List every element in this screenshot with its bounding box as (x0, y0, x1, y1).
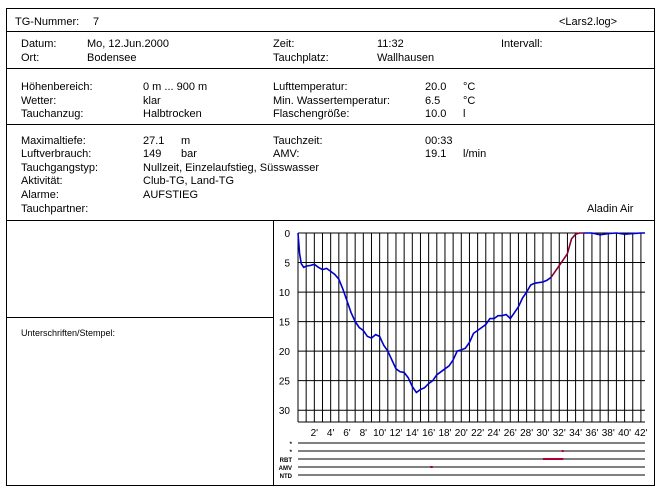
indicator-label: * (289, 450, 292, 456)
wassertemperatur-value: 6.5 (425, 95, 441, 107)
tauchpartner-label: Tauchpartner: (21, 203, 89, 215)
zeit-label: Zeit: (273, 38, 295, 50)
indicator-label: NTD (279, 474, 292, 480)
tauchgangstyp-label: Tauchgangstyp: (21, 162, 99, 174)
x-tick-label: 2' (310, 428, 319, 439)
y-tick-label: 15 (278, 317, 290, 329)
flaschengroesse-unit: l (463, 108, 466, 120)
x-tick-label: 22' (471, 428, 485, 439)
x-tick-label: 30' (536, 428, 550, 439)
amv-label: AMV: (273, 148, 300, 160)
y-tick-label: 5 (284, 258, 290, 270)
y-tick-label: 10 (278, 288, 290, 300)
x-tick-label: 12' (389, 428, 403, 439)
datum-value: Mo, 12.Jun.2000 (87, 38, 169, 50)
divider (7, 68, 654, 69)
wassertemperatur-unit: °C (463, 95, 476, 107)
intervall-label: Intervall: (501, 38, 543, 50)
ort-label: Ort: (21, 52, 40, 64)
signatures-label: Unterschriften/Stempel: (21, 328, 116, 338)
indicator-mark (430, 466, 432, 468)
ort-value: Bodensee (87, 52, 137, 64)
x-tick-label: 26' (503, 428, 517, 439)
dive-computer-name: Aladin Air (587, 203, 634, 215)
luftverbrauch-label: Luftverbrauch: (21, 148, 92, 160)
maximaltiefe-value: 27.1 (143, 135, 165, 147)
x-tick-label: 4' (326, 428, 335, 439)
y-tick-label: 25 (278, 376, 290, 388)
x-tick-label: 42' (634, 428, 648, 439)
tauchgangstyp-value: Nullzeit, Einzelaufstieg, Süsswasser (143, 162, 320, 174)
x-tick-label: 8' (359, 428, 368, 439)
y-tick-label: 20 (278, 347, 290, 359)
x-tick-label: 38' (601, 428, 615, 439)
dive-profile-chart (274, 221, 655, 486)
depth-profile-line (584, 233, 645, 235)
x-tick-label: 10' (373, 428, 387, 439)
alarme-value: AUFSTIEG (143, 189, 199, 201)
depth-profile-line (298, 233, 551, 393)
x-tick-label: 6' (343, 428, 351, 439)
logfile-name: <Lars2.log> (559, 16, 618, 28)
lufttemperatur-value: 20.0 (425, 81, 447, 93)
dive-log-frame (6, 8, 655, 486)
x-tick-label: 20' (454, 428, 468, 439)
lufttemperatur-unit: °C (463, 81, 476, 93)
divider (7, 317, 273, 318)
y-tick-label: 0 (284, 229, 290, 240)
indicator-mark (562, 450, 564, 452)
amv-value: 19.1 (425, 148, 447, 160)
alarme-label: Alarme: (21, 189, 59, 201)
x-tick-label: 14' (405, 428, 419, 439)
flaschengroesse-value: 10.0 (425, 108, 447, 120)
hoehenbereich-value: 0 m ... 900 m (143, 81, 208, 93)
tauchanzug-value: Halbtrocken (143, 108, 202, 120)
lufttemperatur-label: Lufttemperatur: (273, 81, 348, 93)
amv-unit: l/min (463, 148, 487, 160)
divider (7, 31, 654, 32)
tauchplatz-value: Wallhausen (377, 52, 435, 64)
x-tick-label: 16' (422, 428, 436, 439)
indicator-label: AMV (278, 466, 292, 472)
maximaltiefe-unit: m (181, 135, 191, 147)
wassertemperatur-label: Min. Wassertemperatur: (273, 95, 390, 107)
indicator-label: RBT (279, 458, 292, 464)
tg-number-label: TG-Nummer: (15, 16, 80, 28)
x-tick-label: 36' (585, 428, 599, 439)
luftverbrauch-value: 149 (143, 148, 162, 160)
tauchzeit-label: Tauchzeit: (273, 135, 323, 147)
y-tick-label: 30 (278, 406, 290, 418)
aktivitaet-label: Aktivität: (21, 175, 63, 187)
zeit-value: 11:32 (377, 38, 404, 50)
x-tick-label: 28' (520, 428, 534, 439)
x-tick-label: 34' (569, 428, 583, 439)
tauchplatz-label: Tauchplatz: (273, 52, 329, 64)
luftverbrauch-unit: bar (181, 148, 197, 160)
indicator-label: * (289, 442, 292, 448)
datum-label: Datum: (21, 38, 57, 50)
divider (7, 124, 654, 125)
aktivitaet-value: Club-TG, Land-TG (143, 175, 235, 187)
x-tick-label: 18' (438, 428, 452, 439)
x-tick-label: 32' (552, 428, 566, 439)
tauchzeit-value: 00:33 (425, 135, 453, 147)
maximaltiefe-label: Maximaltiefe: (21, 135, 86, 147)
x-tick-label: 40' (618, 428, 632, 439)
hoehenbereich-label: Höhenbereich: (21, 81, 93, 93)
tg-number-value: 7 (93, 16, 100, 28)
flaschengroesse-label: Flaschengröße: (273, 108, 350, 120)
indicator-mark (543, 458, 563, 460)
x-tick-label: 24' (487, 428, 501, 439)
wetter-label: Wetter: (21, 95, 57, 107)
tauchanzug-label: Tauchanzug: (21, 108, 84, 120)
wetter-value: klar (143, 95, 161, 107)
